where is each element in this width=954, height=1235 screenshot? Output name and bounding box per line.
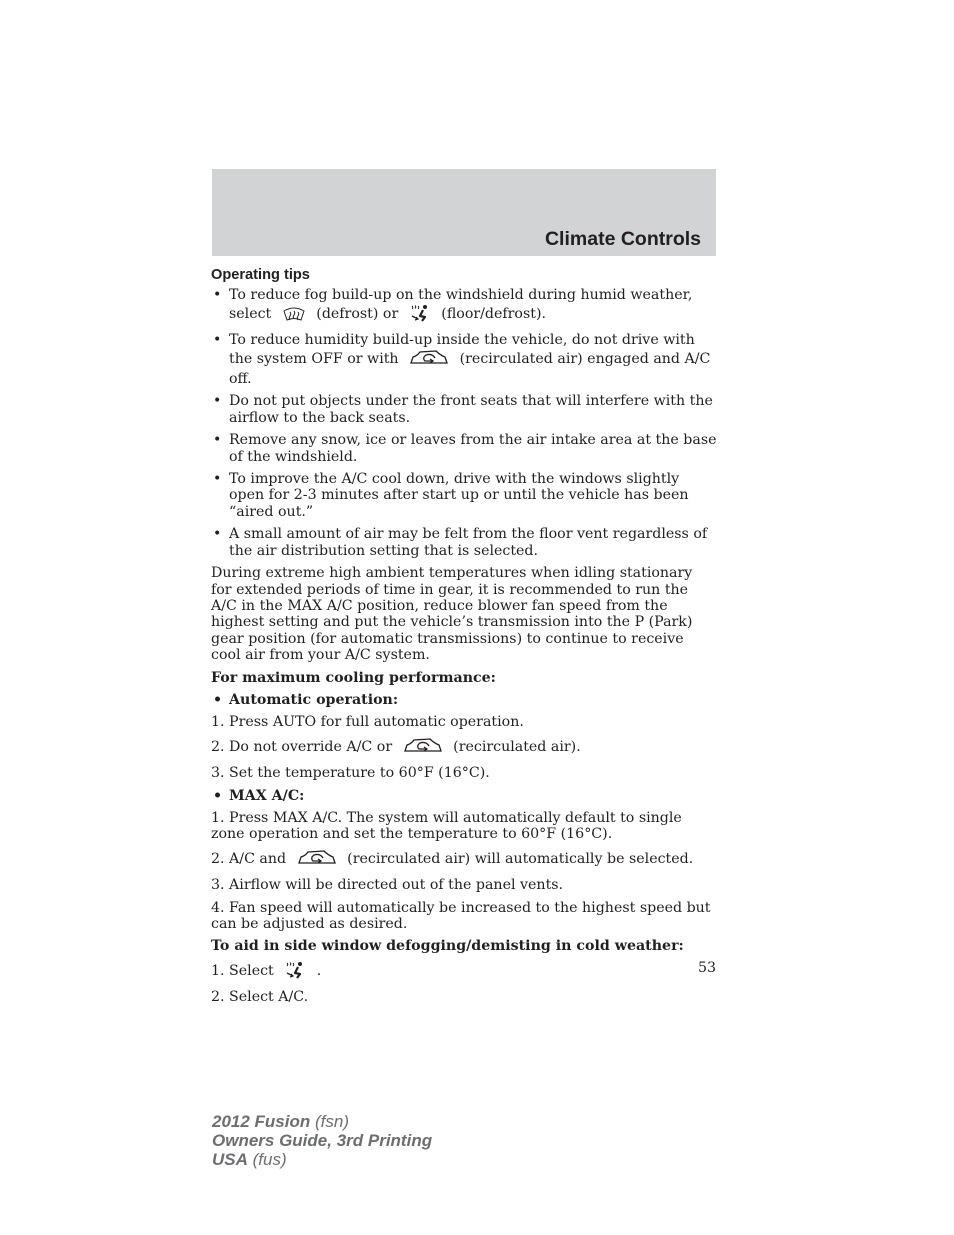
defog-step-text: .	[316, 962, 322, 979]
auto-step	[211, 737, 717, 759]
tip-text: To reduce fog build-up on the windshield during humid weather, select	[229, 287, 693, 322]
page-number: 53	[697, 960, 716, 976]
auto-step: 3. Set the temperature to 60°F (16°C).	[211, 765, 490, 782]
floor-defrost-icon	[284, 961, 306, 983]
footer-region: USA	[212, 1150, 248, 1169]
footer-region-line	[212, 1150, 432, 1169]
tip-item: • Do not put objects under the front seats that will interfere with the airflow to the back seats.	[211, 393, 717, 426]
max-step: 3. Airflow will be directed out of the panel vents.	[211, 877, 564, 894]
operating-tips-heading: Operating tips	[211, 267, 310, 283]
tip-item	[211, 287, 717, 326]
recirculated-air-icon	[297, 849, 337, 871]
tip-item	[211, 332, 717, 387]
defog-step: 2. Select A/C.	[211, 989, 309, 1006]
automatic-operation-heading: • Automatic operation:	[211, 692, 717, 708]
auto-step-text: (recirculated air).	[453, 738, 581, 755]
defrost-icon	[282, 306, 306, 326]
page-content	[211, 267, 717, 1012]
footer-model-line	[212, 1112, 432, 1131]
max-step	[211, 849, 717, 871]
recirculated-air-icon	[409, 349, 449, 371]
max-cooling-heading: For maximum cooling performance:	[211, 669, 496, 686]
defog-step	[211, 961, 717, 983]
max-step: 4. Fan speed will automatically be increased to the highest speed but can be adjusted as desired.	[211, 899, 711, 932]
tip-item: • To improve the A/C cool down, drive with the windows slightly open for 2-3 minutes after start up or until the vehicle has been “aired out.”	[211, 471, 717, 520]
max-step: 1. Press MAX A/C. The system will automatically default to single zone operation and set the temperature to 60°F (16°C).	[211, 809, 682, 843]
footer-guide-line	[212, 1131, 432, 1150]
auto-step-text: 2. Do not override A/C or	[211, 738, 393, 755]
footer-region-code: (fus)	[252, 1150, 287, 1169]
tip-text: (defrost) or	[316, 305, 399, 322]
max-ac-heading: • MAX A/C:	[211, 788, 717, 804]
section-title: Climate Controls	[544, 228, 701, 250]
footer-model: 2012 Fusion	[212, 1112, 311, 1131]
footer-guide: Owners Guide, 3rd Printing	[212, 1131, 433, 1150]
defog-heading: To aid in side window defogging/demisting in cold weather:	[211, 938, 684, 955]
recirculated-air-icon	[403, 737, 443, 759]
auto-step: 1. Press AUTO for full automatic operation.	[211, 714, 524, 731]
footer-model-code: (fsn)	[315, 1112, 349, 1131]
defog-step-text: 1. Select	[211, 962, 274, 979]
section-header	[212, 169, 716, 256]
document-footer	[212, 1112, 432, 1169]
floor-defrost-icon	[409, 304, 431, 326]
tip-item: • A small amount of air may be felt from the floor vent regardless of the air distribution setting that is selected.	[211, 526, 717, 559]
tip-text: (floor/defrost).	[441, 305, 547, 322]
max-step-text: 2. A/C and	[211, 850, 287, 867]
tip-text: To reduce humidity build-up inside the vehicle, do not drive with the system OFF or with	[229, 332, 695, 367]
tip-item: • Remove any snow, ice or leaves from the air intake area at the base of the windshield.	[211, 432, 717, 465]
ambient-temperature-paragraph: During extreme high ambient temperatures when idling stationary for extended periods of time in gear, it is recommended to run the A/C in the MAX A/C position, reduce blower fan speed from the highest setting and put the vehicle’s transmission into the P (Park) gear position (for automatic transmissions) to continue to receive cool air from your A/C system.	[211, 565, 693, 664]
tip-text: (recirculated air) engaged and A/C off.	[229, 350, 711, 388]
max-step-text: (recirculated air) will automatically be selected.	[347, 850, 694, 867]
